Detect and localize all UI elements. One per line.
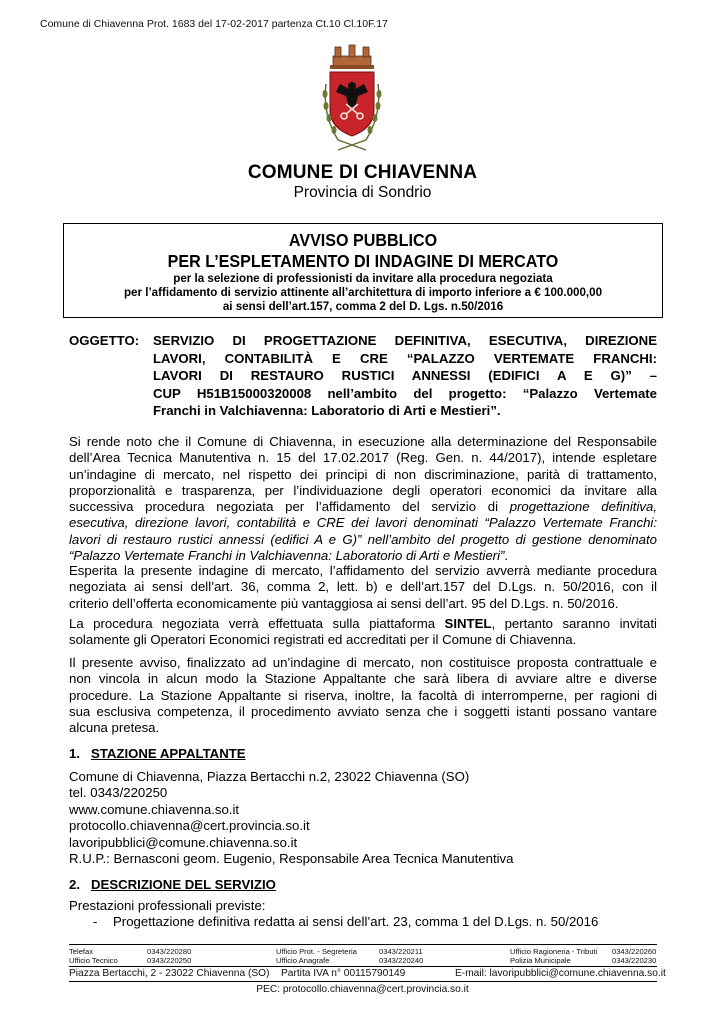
footer-divider	[69, 944, 657, 945]
footer-label: Telefax	[69, 947, 94, 956]
footer-divider	[69, 981, 657, 982]
footer-address: Piazza Bertacchi, 2 - 23022 Chiavenna (SO)	[69, 968, 270, 979]
footer-number: 0343/220230	[612, 956, 657, 965]
oggetto-line: LAVORI DI RESTAURO RUSTICI ANNESSI (EDIFICI A E G)” –	[153, 368, 657, 383]
text-segment-bold: SINTEL	[444, 616, 492, 631]
text-line: Si rende noto che il Comune di Chiavenna, in esecuzione alla determinazione del Responsabile	[69, 434, 657, 449]
paragraph-intro	[69, 434, 657, 564]
text-line: non vincola in alcun modo la Stazione Appaltante che sarà libera di avviare altre e diverse	[69, 671, 657, 687]
municipal-crest-emblem	[318, 44, 386, 160]
bullet-dash: -	[93, 914, 98, 929]
text-line: negoziata ai sensi dell’art. 36, comma 2, lett. b) e dell’art.157 del D.Lgs. n. 50/2016, con il	[69, 579, 657, 595]
text-line	[69, 548, 657, 564]
avviso-subheading-1: per la selezione di professionisti da invitare alla procedura negoziata	[173, 272, 553, 285]
paragraph-sintel	[69, 616, 657, 649]
text-line	[69, 499, 657, 515]
footer-number: 0343/220250	[147, 956, 192, 965]
footer-pec: PEC: protocollo.chiavenna@cert.provincia.so.it	[256, 984, 469, 995]
avviso-heading: AVVISO PUBBLICO	[288, 230, 438, 250]
section-title: STAZIONE APPALTANTE	[91, 746, 246, 761]
oggetto-block	[69, 332, 657, 420]
avviso-subheading-3: ai sensi dell’art.157, comma 2 del D. Lgs. n.50/2016	[222, 300, 504, 313]
section-number: 1.	[69, 746, 80, 761]
footer-label: Ufficio Ragioneria - Tributi	[510, 947, 598, 956]
section-number: 2.	[69, 877, 80, 892]
contact-pec: protocollo.chiavenna@cert.provincia.so.it	[69, 818, 310, 834]
comune-title: COMUNE DI CHIAVENNA	[247, 162, 478, 183]
text-line-italic: esecutiva, direzione lavori, contabilità e CRE dei lavori denominati “Palazzo Vertemate Franchi:	[69, 515, 657, 531]
text-line-italic: lavori di restauro rustici annessi (edifici A e G)” nell’ambito del progetto di gestione denominato	[69, 531, 657, 547]
text-line	[69, 616, 657, 632]
text-line: un’indagine di mercato, nel rispetto dei principi di non discriminazione, parità di trattamento,	[69, 466, 657, 482]
section-title: DESCRIZIONE DEL SERVIZIO	[91, 877, 276, 892]
oggetto-line: LAVORI, CONTABILITÀ E CRE “PALAZZO VERTEMATE FRANCHI:	[153, 350, 657, 366]
contact-phone: tel. 0343/220250	[69, 785, 168, 801]
avviso-title-box	[63, 223, 663, 318]
text-line: dell’Area Tecnica Manutentiva n. 15 del 17.02.2017 (Reg. Gen. n. 44/2017), intende espletare	[69, 450, 657, 466]
avviso-heading-line2: PER L’ESPLETAMENTO DI INDAGINE DI MERCATO	[167, 251, 559, 271]
section-heading-stazione	[69, 746, 246, 761]
contact-rup: R.U.P.: Bernasconi geom. Eugenio, Responsabile Area Tecnica Manutentiva	[69, 851, 514, 867]
text-segment-italic: “Palazzo Vertemate Franchi in Valchiavenna: Laboratorio di Arti e Mestieri”	[69, 548, 505, 564]
prestazioni-list	[69, 898, 598, 930]
crown-icon	[330, 45, 374, 69]
oggetto-line: SERVIZIO DI PROGETTAZIONE DEFINITIVA, ESECUTIVA, DIREZIONE	[153, 333, 657, 348]
footer-number: 0343/220260	[612, 947, 657, 956]
oggetto-line: Franchi in Valchiavenna: Laboratorio di Arti e Mestieri”.	[153, 403, 501, 418]
stazione-contacts	[69, 769, 514, 867]
text-segment: , pertanto saranno invitati	[491, 616, 657, 631]
footer-number: 0343/220280	[147, 947, 192, 956]
footer-divider	[69, 966, 657, 967]
paragraph-disclaimer	[69, 655, 657, 736]
list-item	[69, 914, 598, 930]
contact-email: lavoripubblici@comune.chiavenna.so.it	[69, 834, 298, 850]
footer-label: Polizia Municipale	[510, 956, 571, 965]
text-segment: successiva procedura negoziata per l’affidamento del servizio di	[69, 499, 510, 515]
footer-number: 0343/220240	[379, 956, 424, 965]
footer-email: E-mail: lavoripubblici@comune.chiavenna.so.it	[455, 968, 666, 979]
text-line: proporzionalità e trasparenza, per l’individuazione degli operatori economici da invitare alla	[69, 482, 657, 498]
text-line: Esperita la presente indagine di mercato, l’affidamento del servizio avverrà mediante procedura	[69, 563, 657, 578]
oggetto-label: OGGETTO:	[69, 333, 140, 348]
text-line: Il presente avviso, finalizzato ad un’indagine di mercato, non costituisce proposta contrattuale e	[69, 655, 657, 670]
text-line: procedure. La Stazione Appaltante si riserva, inoltre, la facoltà di interromperne, per ragioni di	[69, 687, 657, 703]
footer-label: Ufficio Tecnico	[69, 956, 118, 965]
text-line: sua esclusiva competenza, il procedimento avviato senza che i soggetti istanti possano vantare	[69, 703, 657, 719]
text-line: criterio dell’offerta economicamente più vantaggiosa ai sensi dell’art. 95 del D.Lgs. n. 50/2016.	[69, 595, 619, 611]
footer-piva: Partita IVA n° 00115790149	[281, 968, 406, 979]
prestazioni-intro: Prestazioni professionali previste:	[69, 898, 266, 913]
footer-label: Ufficio Prot. - Segreteria	[276, 947, 357, 956]
oggetto-line: CUP H51B15000320008 nell’ambito del progetto: “Palazzo Vertemate	[153, 385, 657, 401]
footer-label: Ufficio Anagrafe	[276, 956, 330, 965]
text-segment: La procedura negoziata verrà effettuata sulla piattaforma	[69, 616, 445, 631]
contact-address: Comune di Chiavenna, Piazza Bertacchi n.2, 23022 Chiavenna (SO)	[69, 769, 470, 784]
text-segment: .	[504, 548, 509, 564]
text-line: alcuna pretesa.	[69, 720, 160, 736]
text-segment-italic: progettazione definitiva,	[509, 499, 657, 515]
footer-number: 0343/220211	[379, 947, 423, 956]
section-heading-descrizione	[69, 877, 276, 892]
avviso-subheading-2: per l’affidamento di servizio attinente all’architettura di importo inferiore a € 100.000,00	[123, 286, 603, 299]
protocol-stamp: Comune di Chiavenna Prot. 1683 del 17-02-2017 partenza Ct.10 Cl.10F.17	[40, 18, 388, 30]
provincia-subtitle: Provincia di Sondrio	[293, 184, 432, 201]
text-line: solamente gli Operatori Economici registrati ed accreditati per il Comune di Chiavenna.	[69, 632, 577, 648]
paragraph-procedura	[69, 563, 657, 612]
list-item-text: Progettazione definitiva redatta ai sensi dell’art. 23, comma 1 del D.Lgs. n. 50/2016	[113, 914, 599, 929]
contact-website: www.comune.chiavenna.so.it	[69, 801, 240, 817]
